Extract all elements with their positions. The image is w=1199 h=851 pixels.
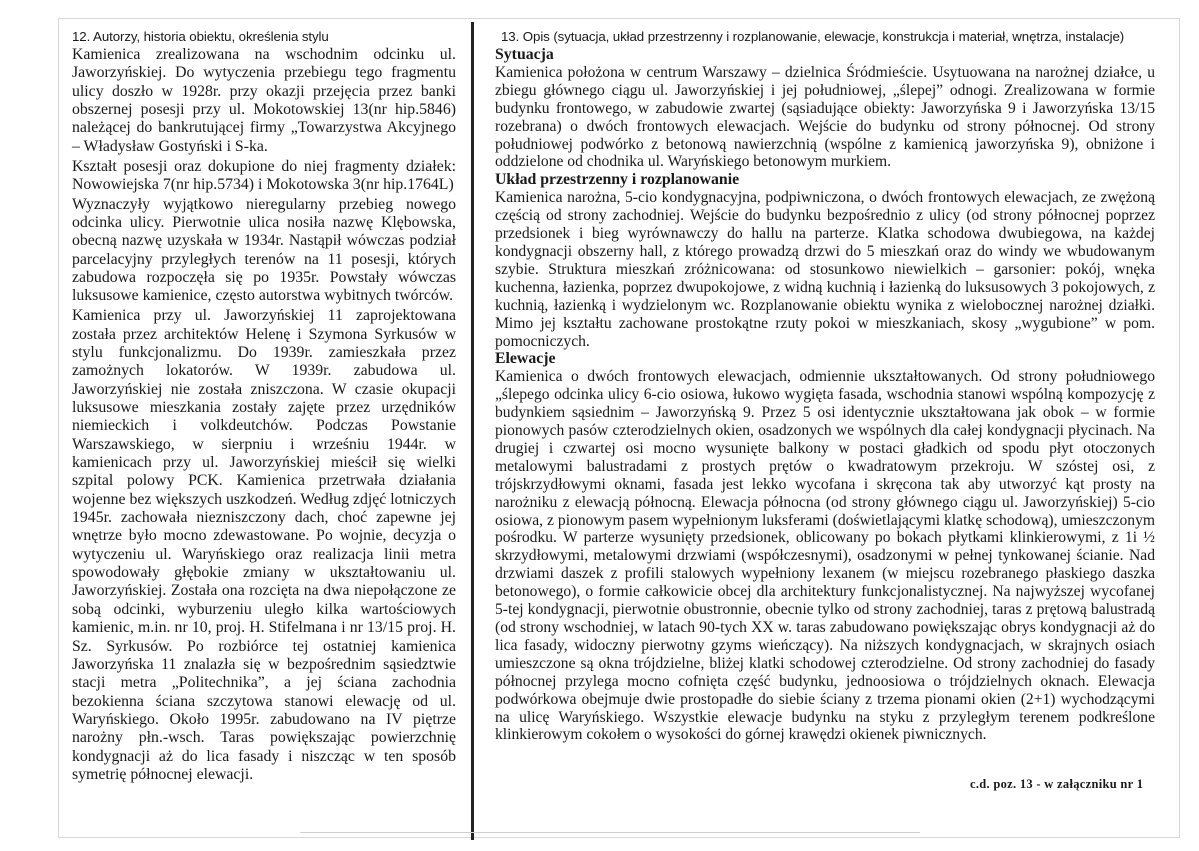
history-paragraph-3: Wyznaczyły wyjątkowo nieregularny przebieg nowego odcinka ulicy. Pierwotnie ulica nosiła nazwę Klębowska, obecną nazwę uzyskała w 1934r. Nastąpił wówczas podział parcelacyjny przyległych terenów na 11 posesji, których zabudowa rozpoczęła się po 1935r. Powstały wówczas luksusowe kamienice, często autorstwa wybitnych twórców. [72, 195, 456, 305]
left-column [72, 22, 456, 786]
subsection-text-elewacje: Kamienica o dwóch frontowych elewacjach, odmiennie ukształtowanych. Od strony południowego „ślepego odcinka ulicy 6-cio osiowa, łukowo wygięta fasada, wschodnia stanowi wspólną kompozycję z budynkiem sąsiednim – Jaworzyńską 9. Przez 5 osi identycznie ukształtowana jak obok – w formie pionowych pasów czterodzielnych okien, osadzonych we wspólnych dla całej kondygnacji płycinach. Na drugiej i czwartej osi mocno wysunięte balkony w postaci gładkich od spodu płyt otoczonych metalowymi balustradami z prostych prętów o kwadratowym przekroju. W szóstej osi, z trójskrzydłowymi oknami, fasada jest lekko wycofana i skręcona tak aby utworzyć kąt prosty na narożniku z elewacją północną. Elewacja północna (od strony głównego ciągu ul. Jaworzyńskiej) 5-cio osiowa, z pionowym pasem wypełnionym luksferami (doświetlającymi klatkę schodową), umieszczonym pośrodku. W parterze wysunięty przedsionek, oblicowany po bokach płytkami klinkierowymi, z 1i ½ skrzydłowymi, metalowymi drzwiami (współczesnymi), osadzonymi w pełnej tynkowanej ścianie. Nad drzwiami daszek z profili stalowych wypełniony lexanem (w miejscu rozebranego płaskiego daszka betonowego), o formie całkowicie obcej dla architektury funkcjonalistycznej. Na najwyższej wycofanej 5-tej kondygnacji, pierwotnie obustronnie, obecnie tylko od strony zachodniej, taras z prętową balustradą (od strony wschodniej, w latach 90-tych XX w. taras zabudowano powiększając obrys kondygnacji aż do lica fasady, widoczny pierwotny gzyms wieńczący). Na niższych kondygnacjach, w skrajnych osiach umieszczone są okna trójdzielne, bliżej klatki schodowej czterodzielne. Od strony zachodniej do fasady północnej przylega mocno cofnięta część budynku, jednoosiowa o trójdzielnych oknach. Elewacja podwórkowa obejmuje dwie prostopadłe do siebie ściany z trzema pionami okien (2+1) wychodzącymi na ulicę Waryńskiego. Wszystkie elewacje budynku na styku z przyległym terenem podkreślone klinkierowym cokołem o wysokości do górnej krawędzi okienek piwnicznych. [495, 368, 1155, 744]
history-paragraph-4: Kamienica przy ul. Jaworzyńskiej 11 zaprojektowana została przez architektów Helenę i Szymona Syrkusów w stylu funkcjonalizmu. Do 1939r. zamieszkała przez zamożnych lokatorów. W 1939r. zabudowa ul. Jaworzyńskiej nie została zniszczona. W czasie okupacji luksusowe mieszkania zostały zajęte przez urzędników niemieckich i volkdeutchów. Podczas Powstanie Warszawskiego, w sierpniu i wrześniu 1944r. w kamienicach przy ul. Jaworzyńskiej mieścił się wielki szpital polowy PCK. Kamienica przetrwała działania wojenne bez większych uszkodzeń. Według zdjęć lotniczych 1945r. zachowała niezniszczony dach, choć zapewne jej wnętrze było mocno zdewastowane. Po wojnie, decyzja o wytyczeniu ul. Waryńskiego oraz realizacja linii metra spowodowały głębokie zmiany w ukształtowaniu ul. Jaworzyńskiej. Została ona rozcięta na dwa niepołączone ze sobą odcinki, wyburzeniu uległo kilka wartościowych kamienic, m.in. nr 10, proj. H. Stifelmana i nr 13/15 proj. H. Sz. Syrkusów. Po rozbiórce tej ostatniej kamienica Jaworzyńska 11 znalazła się w bezpośrednim sąsiedztwie stacji metra „Politechnika”, a jej ściana zachodnia bezokienna ściana szczytowa stanowi elewację od ul. Waryńskiego. Około 1995r. zabudowano na IV piętrze narożny płn.-wsch. Taras powiększając powierzchnię kondygnacji aż do lica fasady i niszcząc w ten sposób symetrię północnej elewacji. [72, 307, 456, 783]
subsection-title-sytuacja: Sytuacja [495, 46, 554, 63]
section-12-heading: 12. Autorzy, historia obiektu, określenia stylu [72, 29, 329, 44]
history-paragraph-1: Kamienica zrealizowana na wschodnim odcinku ul. Jaworzyńskiej. Do wytyczenia przebiegu tego fragmentu ulicy doszło w 1928r. przy okazji przejęcia przez banki obszernej posesji przy ul. Mokotowskiej 13(nr hip.5846) należącej do bankrutującej firmy „Towarzystwa Akcyjnego – Władysław Gostyński i S-ka. [72, 46, 456, 155]
column-divider [471, 22, 474, 840]
subsection-title-uklad: Układ przestrzenny i rozplanowanie [495, 171, 740, 189]
section-13-heading: 13. Opis (sytuacja, układ przestrzenny i rozplanowanie, elewacje, konstrukcja i materiał, wnętrza, instalacje) [501, 29, 1125, 44]
subsection-text-uklad: Kamienica narożna, 5-cio kondygnacyjna, podpiwniczona, o dwóch frontowych elewacjach, ze zwężoną częścią od strony zachodniej. Wejście do budynku bezpośrednio z ulicy (od strony północnej poprzez przedsionek i bieg wyrównawczy do hallu na parterze. Klatka schodowa dwubiegowa, na każdej kondygnacji obszerny hall, z którego prowadzą drzwi do 5 mieszkań oraz do windy we wbudowanym szybie. Struktura mieszkań zróżnicowana: od stosunkowo niewielkich – garsonier: pokój, wnęka kuchenna, łazienka, poprzez dwupokojowe, z widną kuchnią i łazienką do luksusowych 3 pokojowych, z kuchnią, łazienką i wydzielonym wc. Rozplanowanie obiektu wynika z wielobocznej narożnej działki. Mimo jej kształtu zachowane prostokątne rzuty pokoi w mieszkaniach, skosy „wygubione” w pom. pomocniczych. [495, 189, 1155, 350]
continuation-note: c.d. poz. 13 - w załączniku nr 1 [970, 777, 1144, 791]
subsection-title-elewacje: Elewacje [495, 350, 556, 368]
right-column [495, 22, 1155, 744]
subsection-text-sytuacja: Kamienica położona w centrum Warszawy – dzielnica Śródmieście. Usytuowana na narożnej działce, u zbiegu głównego ciągu ul. Jaworzyńskiej i jej południowej, „ślepej” odnogi. Zrealizowana w formie budynku frontowego, w zabudowie zwartej (sąsiadujące obiekty: Jaworzyńska 9 i Jaworzyńska 13/15 rozebrana) o dwóch frontowych elewacjach. Wejście do budynku od strony północnej. Od strony południowej podwórko z betonową nawierzchnią (wspólne z kamienicą jaworzyńska 9), obniżone i oddzielone od chodnika ul. Waryńskiego betonowym murkiem. [495, 63, 1155, 171]
history-paragraph-2: Kształt posesji oraz dokupione do niej fragmenty działek: Nowowiejska 7(nr hip.5734) i Mokotowska 3(nr hip.1764L) [72, 157, 456, 193]
bottom-rule [300, 832, 920, 833]
